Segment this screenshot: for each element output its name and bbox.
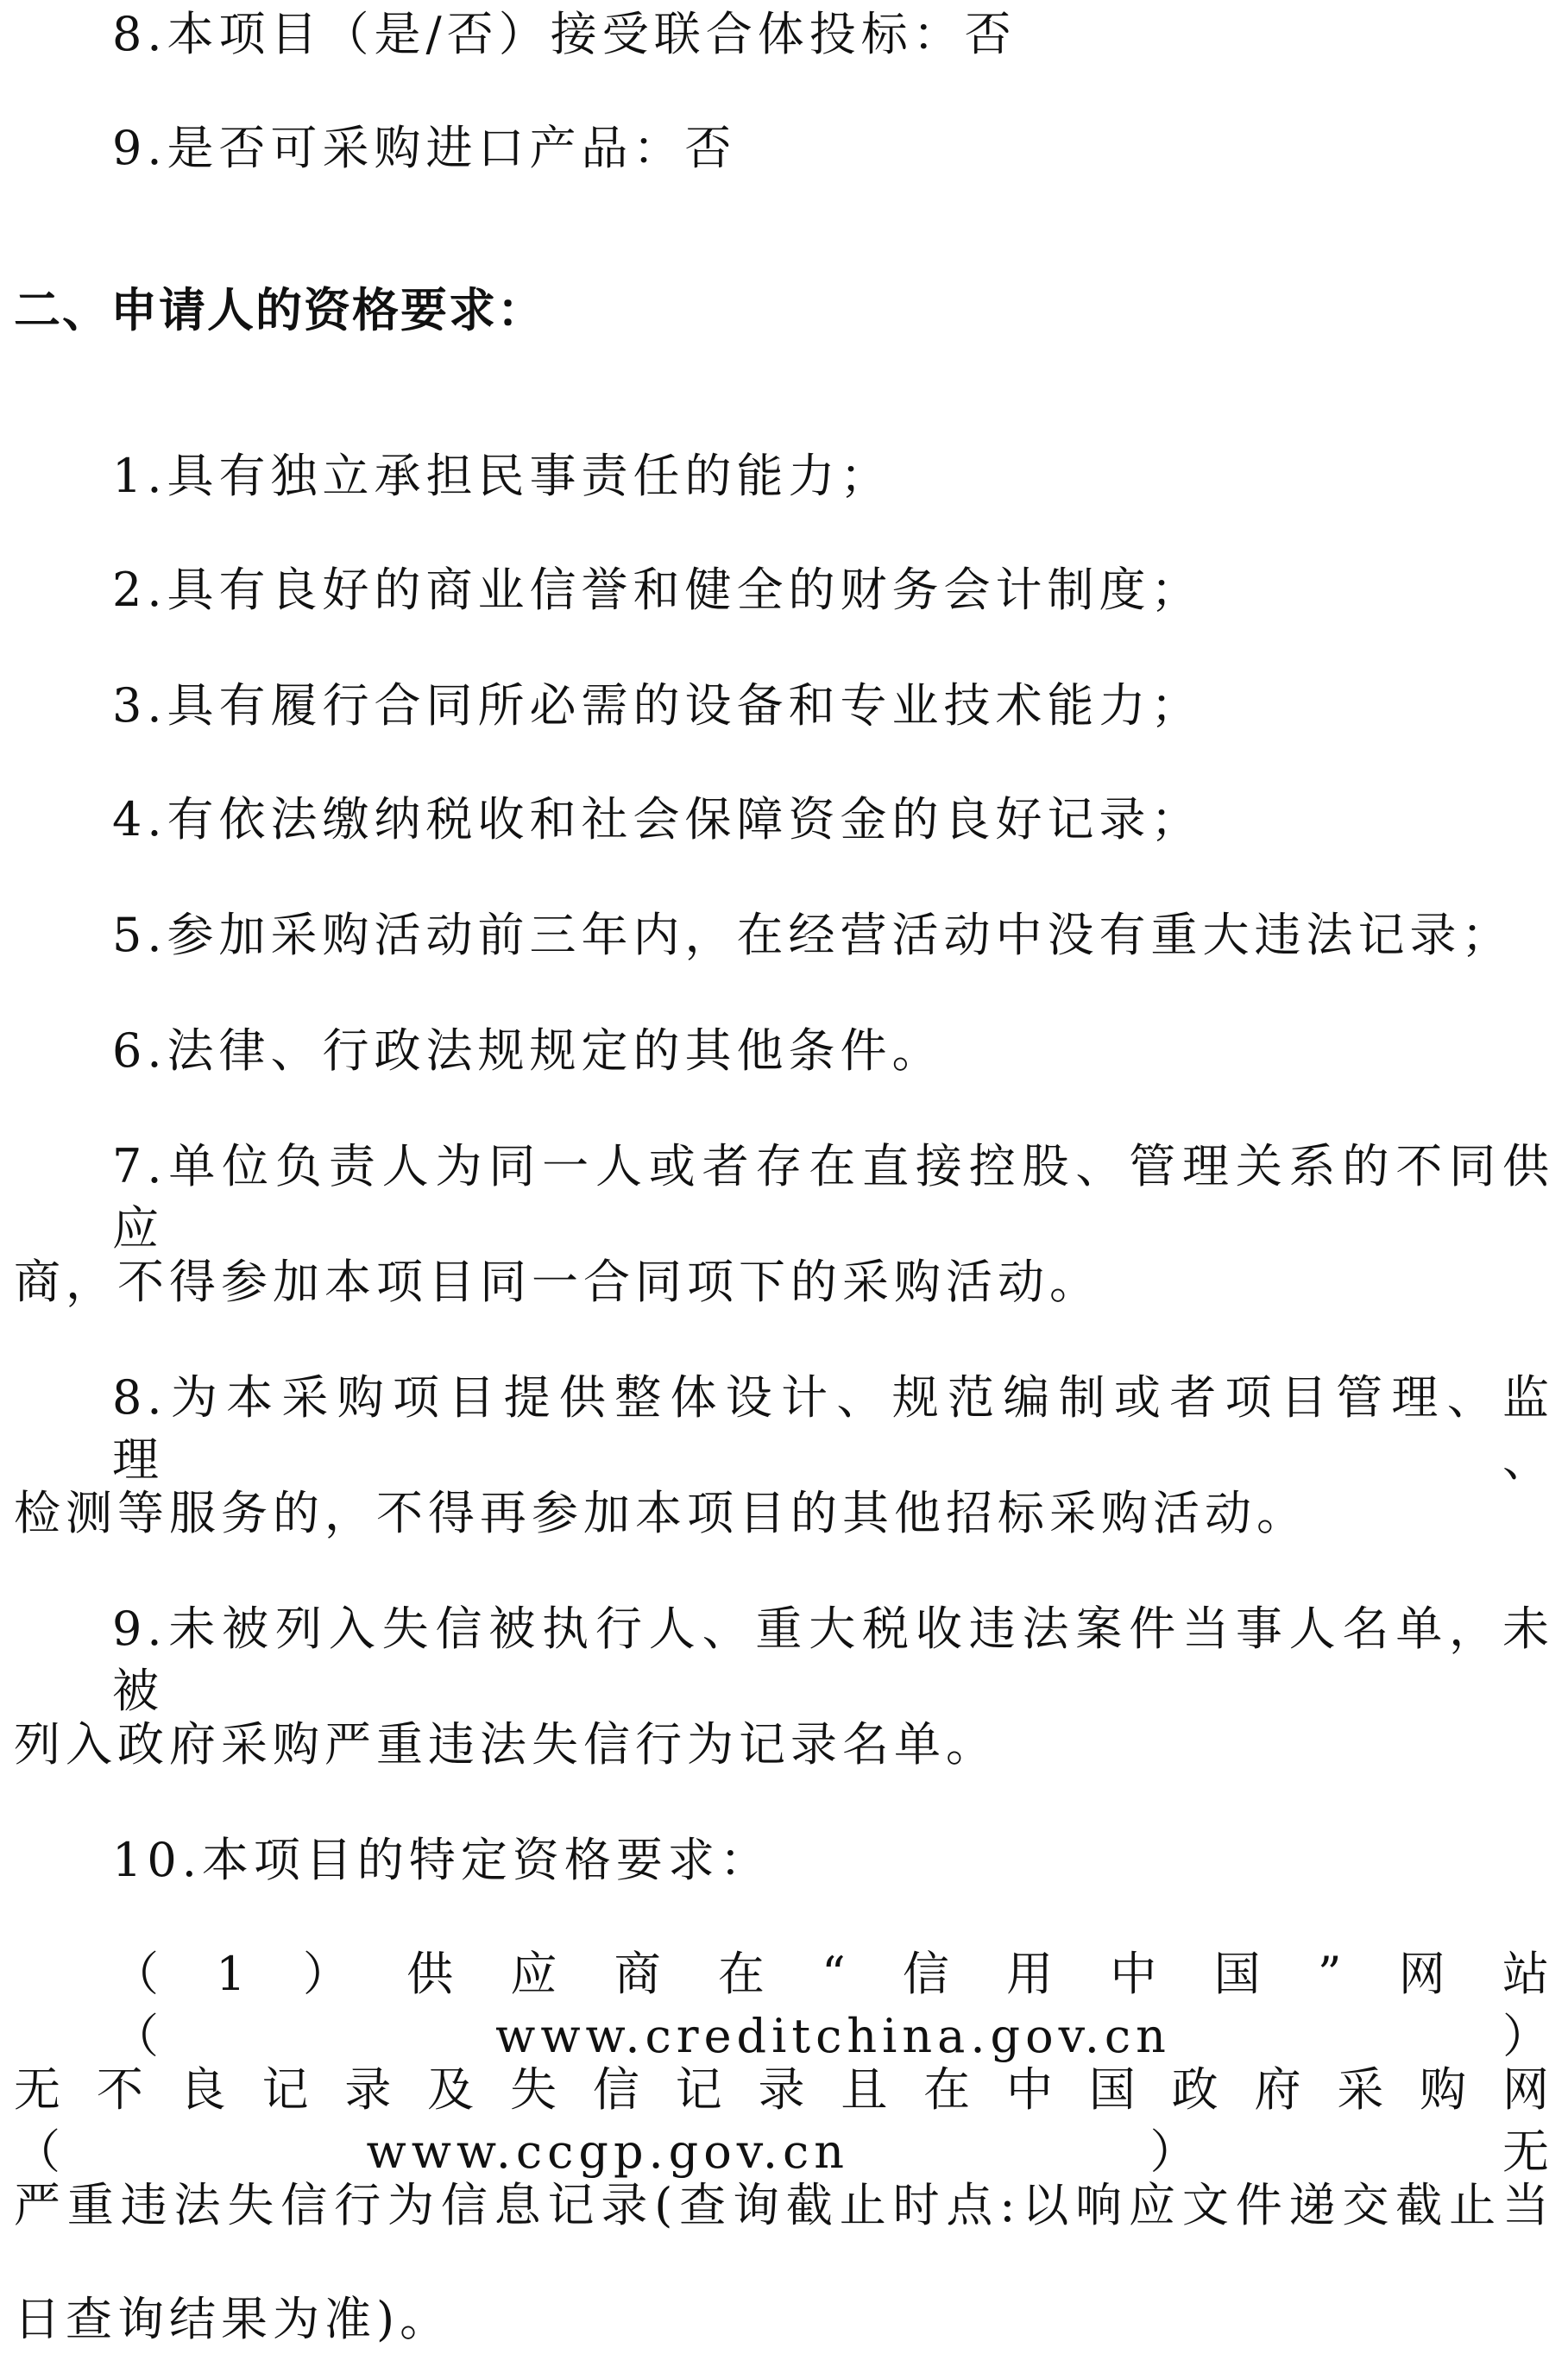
requirement-8-line-1: 8.为本采购项目提供整体设计、规范编制或者项目管理、监理、: [112, 1370, 1554, 1487]
section-heading: 二、申请人的资格要求：: [14, 283, 545, 337]
specific-req-line-4: 日查询结果为准)。: [14, 2292, 452, 2346]
requirement-5: 5.参加采购活动前三年内，在经营活动中没有重大违法记录；: [112, 908, 1514, 962]
requirement-2: 2.具有良好的商业信誉和健全的财务会计制度；: [112, 563, 1203, 617]
requirement-1: 1.具有独立承担民事责任的能力；: [112, 449, 892, 503]
requirement-3: 3.具有履行合同所必需的设备和专业技术能力；: [112, 678, 1203, 733]
requirement-9-line-2: 列入政府采购严重违法失信行为记录名单。: [14, 1717, 998, 1772]
item-import-products: 9.是否可采购进口产品：否: [112, 121, 737, 175]
requirement-9-line-1: 9.未被列入失信被执行人、重大税收违法案件当事人名单，未被: [112, 1602, 1554, 1718]
requirement-6: 6.法律、行政法规规定的其他条件。: [112, 1023, 944, 1078]
requirement-7-line-2: 商，不得参加本项目同一合同项下的采购活动。: [14, 1255, 1101, 1309]
requirement-4: 4.有依法缴纳税收和社会保障资金的良好记录；: [112, 792, 1203, 847]
requirement-8-line-2: 检测等服务的，不得再参加本项目的其他招标采购活动。: [14, 1486, 1308, 1540]
requirement-10: 10.本项目的特定资格要求：: [112, 1833, 771, 1887]
item-joint-bid: 8.本项目（是/否）接受联合体投标：否: [112, 7, 1017, 61]
requirement-7-line-1: 7.单位负责人为同一人或者存在直接控股、管理关系的不同供应: [112, 1139, 1554, 1256]
specific-req-line-1: （1）供应商在“信用中国”网站（www.creditchina.gov.cn）: [112, 1947, 1554, 2063]
specific-req-line-2: 无不良记录及失信记录且在中国政府采购网（www.ccgp.gov.cn）无: [14, 2062, 1554, 2179]
specific-req-line-3: 严重违法失信行为信息记录(查询截止时点:以响应文件递交截止当: [14, 2178, 1554, 2232]
